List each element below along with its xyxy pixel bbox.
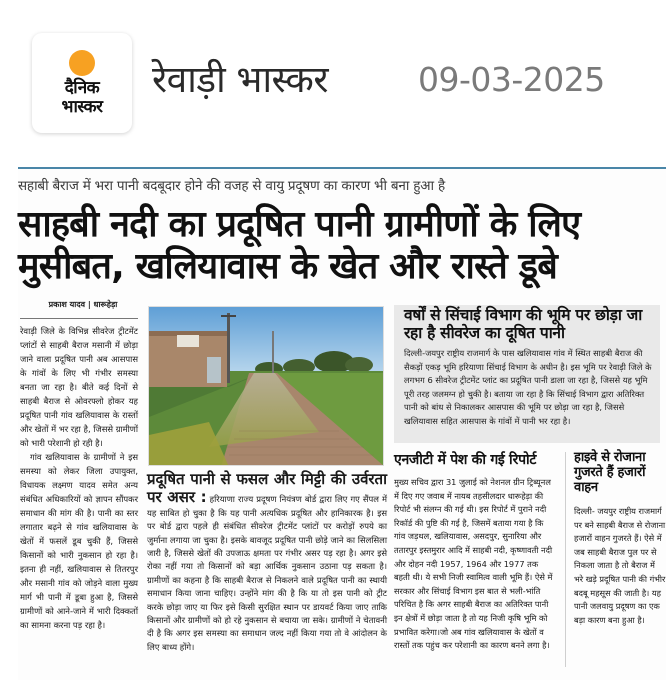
byline-location: धारूहेड़ा: [93, 300, 118, 309]
highway-heading: हाइवे से रोजाना गुजरते हैं हजारों वाहन: [574, 450, 646, 495]
sidebar-box-heading: वर्षों से सिंचाई विभाग की भूमि पर छोड़ा जा रहा है सीवरेज का दूषित पानी: [404, 306, 642, 342]
sidebar-box-body: दिल्ली-जयपुर राष्ट्रीय राजमार्ग के पास खलियावास गांव में स्थित साहबी बैराज की सैकड़ों एकड़ भूमि हरियाणा सिंचाई विभाग के अधीन है। इस भूमि पर रेवाड़ी जिले के लगभग 6 सीवरेज ट्रीटमेंट प्लांट का प्रदूषित पानी डाला जा रहा है, जिससे यह भूमि पूरी तरह जलमग्न हो चुकी है। बताया जा रहा है कि सिंचाई विभाग द्वारा अतिरिक्त पानी को बांध से निकालकर आसपास की भूमि पर छोड़ा जा रहा है, जिससे खलियावास सहित आसपास के गांवों में पानी भर रहा है।: [404, 348, 652, 426]
paragraph: रेवाड़ी जिले के विभिन्न सीवरेज ट्रीटमेंट प्लांटों से साहबी बैराज मसानी में छोड़ा जाने वाला प्रदूषित पानी अब आसपास के गांवों के लिए भी गंभीर समस्या बनता जा रहा है। बीते कई दिनों से साहबी बैराज से ओवरफ्लो होकर यह प्रदूषित पानी गांव खलियावास के रास्तों और खेतों में भर रहा है, जिससे ग्रामीणों को भारी परेशानी हो रही है।: [20, 326, 138, 448]
ngt-report-body: मुख्य सचिव द्वारा 31 जुलाई को नेशनल ग्रीन ट्रिब्यूनल में दिए गए जवाब में नायब तहसीलदार धारूहेड़ा की रिपोर्ट भी संलग्न की गई थी। इस रिपोर्ट में पुराने नदी रिकॉर्ड की पुष्टि की गई है, जिसमें बताया गया है कि गांव जड़थल, खलियावास, असदपुर, सुनारिया और ततारपुर इस्तमुरार आदि में साहबी नदी, कृष्णावती नदी और दोहन नदी 1957, 1964 और 1977 तक बहती थी। ये सभी निजी स्वामित्व वाली भूमि हैं। ऐसे में सरकार और सिंचाई विभाग इस बात से भली-भांति परिचित है कि अगर साहबी बैराज का अतिरिक्त पानी इन क्षेत्रों में छोड़ा जाता है तो यह निजी कृषि भूमि को प्रभावित करेगा।जो अब गांव खलियावास के खेतों व रास्तों तक पहुंच कर परेशानी का कारण बनने लगा है।: [394, 477, 553, 651]
headline: [18, 204, 666, 288]
byline-separator: |: [87, 300, 94, 309]
edition-date: 09-03-2025: [418, 60, 605, 99]
kicker-text: सहाबी बैराज में भरा पानी बदबूदार होने की वजह से वायु प्रदूषण का कारण भी बना हुआ है: [18, 178, 445, 194]
pollution-impact-body: हरियाणा राज्य प्रदूषण नियंत्रण बोर्ड द्वारा लिए गए सैंपल में यह साबित हो चुका है कि यह पानी अत्यधिक प्रदूषित और हानिकारक है। इस पर बोर्ड द्वारा पहले ही संबंधित सीवरेज ट्रीटमेंट प्लांटों पर करोड़ों रुपये का जुर्माना लगाया जा चुका है। इसके बावजूद प्रदूषित पानी छोड़े जाने का सिलसिला जारी है, जिससे खेतों की उपजाऊ क्षमता पर गंभीर असर पड़ रहा है। अगर इसे रोका नहीं गया तो किसानों को बड़ा आर्थिक नुकसान उठाना पड़ सकता है। ग्रामीणों का कहना है कि साहबी बैराज से निकलने वाले प्रदूषित पानी का स्थायी समाधान किया जाना चाहिए। उन्होंने मांग की है कि या तो इस पानी को ट्रीट करके छोड़ा जाए या फिर इसे किसी सुरक्षित स्थान पर डायवर्ट किया जाए ताकि किसानों और ग्रामीणों को हो रहे नुकसान से बचाया जा सके। ग्रामीणों ने चेतावनी दी है कि अगर इस समस्या का समाधान जल्द नहीं किया गया तो वे आंदोलन के लिए बाध्य होंगे।: [147, 494, 387, 652]
byline-divider: [20, 318, 138, 319]
headline-line-2: मुसीबत, खलियावास के खेत और रास्ते डूबे: [18, 246, 557, 287]
news-photo-flooded-road: [148, 306, 384, 466]
byline-author: प्रकाश यादव: [48, 300, 86, 309]
logo-text-line1: दैनिक: [64, 77, 100, 98]
pollution-impact-heading: प्रदूषित पानी से फसल और मिट्टी की उर्वरता पर असर :: [147, 470, 387, 507]
column-divider: [565, 452, 566, 667]
pollution-impact-article: [147, 470, 387, 654]
headline-line-1: साहबी नदी का प्रदूषित पानी ग्रामीणों के लिए: [18, 204, 581, 245]
top-rule-divider: [18, 167, 666, 169]
paragraph: गांव खलियावास के ग्रामीणों ने इस समस्या को लेकर जिला उपायुक्त, विधायक लक्ष्मण यादव समेत अन्य संबंधित अधिकारियों को ज्ञापन सौंपकर समाधान की मांग की है। पानी का स्तर लगातार बढ़ने से गांव खलियावास के खेतों में फसलें डूब चुकी हैं, जिससे किसानों को भारी नुकसान हो रहा है। इतना ही नहीं, खलियावास से तितरपुर और मसानी गांव को जोड़ने वाला मुख्य मार्ग भी पानी में डूबा हुआ है, जिससे ग्रामीणों को आने-जाने में भारी दिक्कतों का सामना करना पड़ रहा है।: [20, 452, 138, 630]
left-column-body: [20, 324, 138, 632]
ngt-report-heading: एनजीटी में पेश की गई रिपोर्ट: [394, 452, 537, 468]
flooded-road-image: [149, 307, 384, 466]
dainik-bhaskar-logo: [32, 33, 132, 133]
edition-title: रेवाड़ी भास्कर: [152, 58, 328, 101]
byline: [28, 299, 138, 310]
sun-icon: [69, 50, 95, 76]
logo-text-line2: भास्कर: [61, 96, 103, 117]
page-header: [0, 0, 666, 150]
highway-body: दिल्ली- जयपुर राष्ट्रीय राजमार्ग पर बने साहबी बैराज से रोजाना हजारों वाहन गुजरते हैं। ऐसे में जब साहबी बैराज पुल पर से निकला जाता है तो बैराज में भरे खड़े प्रदूषित पानी की गंभीर बदबू महसूस की जाती है। यह पानी जलवायु प्रदूषण का एक बड़ा कारण बना हुआ है।: [574, 506, 666, 625]
